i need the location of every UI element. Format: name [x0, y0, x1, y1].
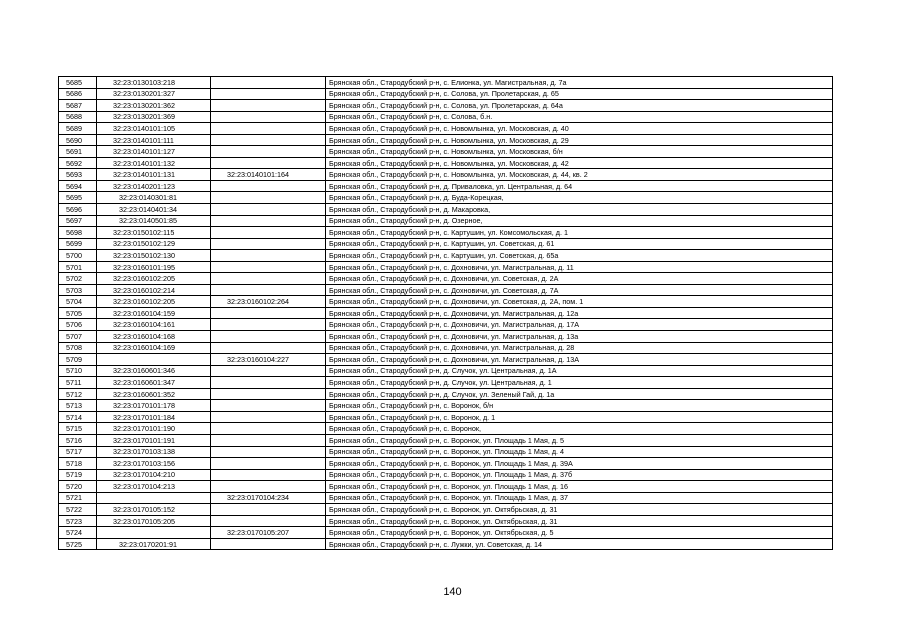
table-row [59, 342, 833, 354]
table-row [59, 527, 833, 539]
row-number-cell: 5705 [59, 307, 97, 319]
linked-cadastral-number-cell [211, 538, 326, 550]
table-row [59, 538, 833, 550]
linked-cadastral-number-cell [211, 100, 326, 112]
address-cell: Брянская обл., Стародубский р-н, с. Картушин, ул. Советская, д. 65а [326, 250, 833, 262]
address-cell: Брянская обл., Стародубский р-н, д. Макаровка, [326, 204, 833, 216]
row-number-cell: 5697 [59, 215, 97, 227]
linked-cadastral-number-cell [211, 377, 326, 389]
linked-cadastral-number-cell [211, 88, 326, 100]
address-cell: Брянская обл., Стародубский р-н, д. Случок, ул. Зеленый Гай, д. 1а [326, 388, 833, 400]
linked-cadastral-number-cell [211, 77, 326, 89]
row-number-cell: 5694 [59, 180, 97, 192]
row-number-cell: 5723 [59, 515, 97, 527]
linked-cadastral-number-cell [211, 319, 326, 331]
linked-cadastral-number-cell [211, 146, 326, 158]
row-number-cell: 5690 [59, 134, 97, 146]
table-row [59, 469, 833, 481]
address-cell: Брянская обл., Стародубский р-н, с. Воронок, [326, 423, 833, 435]
linked-cadastral-number-cell [211, 469, 326, 481]
row-number-cell: 5700 [59, 250, 97, 262]
linked-cadastral-number-cell [211, 238, 326, 250]
row-number-cell: 5702 [59, 273, 97, 285]
linked-cadastral-number-cell [211, 180, 326, 192]
table-row [59, 157, 833, 169]
row-number-cell: 5693 [59, 169, 97, 181]
linked-cadastral-number-cell [211, 261, 326, 273]
linked-cadastral-number-cell [211, 411, 326, 423]
address-cell: Брянская обл., Стародубский р-н, с. Дохновичи, ул. Магистральная, д. 12а [326, 307, 833, 319]
cadastral-number-cell: 32:23:0160104:169 [97, 342, 211, 354]
address-cell: Брянская обл., Стародубский р-н, с. Воронок, ул. Октябрьская, д. 31 [326, 504, 833, 516]
table-row [59, 169, 833, 181]
linked-cadastral-number-cell [211, 134, 326, 146]
linked-cadastral-number-cell [211, 307, 326, 319]
address-cell: Брянская обл., Стародубский р-н, с. Воронок, ул. Октябрьская, д. 5 [326, 527, 833, 539]
cadastral-number-cell: 32:23:0160102:205 [97, 273, 211, 285]
linked-cadastral-number-cell [211, 123, 326, 135]
table-row [59, 180, 833, 192]
table-row [59, 250, 833, 262]
cadastral-number-cell: 32:23:0170101:190 [97, 423, 211, 435]
address-cell: Брянская обл., Стародубский р-н, с. Воронок, ул. Площадь 1 Мая, д. 4 [326, 446, 833, 458]
row-number-cell: 5707 [59, 331, 97, 343]
linked-cadastral-number-cell [211, 273, 326, 285]
linked-cadastral-number-cell: 32:23:0160104:227 [211, 354, 326, 366]
table-row [59, 481, 833, 493]
cadastral-number-cell: 32:23:0140101:105 [97, 123, 211, 135]
page-number: 140 [443, 586, 462, 598]
cadastral-number-cell: 32:23:0130201:362 [97, 100, 211, 112]
table-row [59, 238, 833, 250]
row-number-cell: 5696 [59, 204, 97, 216]
linked-cadastral-number-cell [211, 446, 326, 458]
address-cell: Брянская обл., Стародубский р-н, с. Лужки, ул. Советская, д. 14 [326, 538, 833, 550]
cadastral-number-cell: 32:23:0160102:205 [97, 296, 211, 308]
cadastral-number-cell: 32:23:0140101:131 [97, 169, 211, 181]
cadastral-number-cell: 32:23:0160104:159 [97, 307, 211, 319]
linked-cadastral-number-cell [211, 157, 326, 169]
row-number-cell: 5718 [59, 458, 97, 470]
row-number-cell: 5717 [59, 446, 97, 458]
row-number-cell: 5692 [59, 157, 97, 169]
table-row [59, 515, 833, 527]
address-cell: Брянская обл., Стародубский р-н, с. Дохновичи, ул. Магистральная, д. 11 [326, 261, 833, 273]
table-row [59, 77, 833, 89]
address-cell: Брянская обл., Стародубский р-н, с. Новомлынка, ул. Московская, д. 44, кв. 2 [326, 169, 833, 181]
table-row [59, 434, 833, 446]
table-row [59, 400, 833, 412]
table-row [59, 284, 833, 296]
address-cell: Брянская обл., Стародубский р-н, с. Воронок, б/н [326, 400, 833, 412]
cadastral-number-cell: 32:23:0160104:168 [97, 331, 211, 343]
row-number-cell: 5699 [59, 238, 97, 250]
cadastral-number-cell [97, 492, 211, 504]
address-cell: Брянская обл., Стародубский р-н, с. Дохновичи, ул. Советская, д. 7А [326, 284, 833, 296]
address-cell: Брянская обл., Стародубский р-н, с. Елионка, ул. Магистральная, д. 7а [326, 77, 833, 89]
cadastral-number-cell: 32:23:0140101:132 [97, 157, 211, 169]
address-cell: Брянская обл., Стародубский р-н, с. Солова, ул. Пролетарская, д. 64а [326, 100, 833, 112]
row-number-cell: 5713 [59, 400, 97, 412]
linked-cadastral-number-cell [211, 434, 326, 446]
cadastral-number-cell: 32:23:0150102:115 [97, 227, 211, 239]
cadastral-number-cell: 32:23:0130201:327 [97, 88, 211, 100]
cadastral-number-cell: 32:23:0160601:352 [97, 388, 211, 400]
table-row [59, 88, 833, 100]
address-cell: Брянская обл., Стародубский р-н, с. Новомлынка, ул. Московская, д. 40 [326, 123, 833, 135]
linked-cadastral-number-cell [211, 504, 326, 516]
cadastral-number-cell: 32:23:0170104:210 [97, 469, 211, 481]
cadastral-number-cell: 32:23:0170104:213 [97, 481, 211, 493]
table-row [59, 411, 833, 423]
row-number-cell: 5698 [59, 227, 97, 239]
linked-cadastral-number-cell [211, 204, 326, 216]
row-number-cell: 5720 [59, 481, 97, 493]
linked-cadastral-number-cell [211, 331, 326, 343]
row-number-cell: 5719 [59, 469, 97, 481]
address-cell: Брянская обл., Стародубский р-н, с. Дохновичи, ул. Магистральная, д. 17А [326, 319, 833, 331]
cadastral-number-cell: 32:23:0140101:111 [97, 134, 211, 146]
row-number-cell: 5725 [59, 538, 97, 550]
cadastral-number-cell: 32:23:0150102:130 [97, 250, 211, 262]
address-cell: Брянская обл., Стародубский р-н, с. Картушин, ул. Советская, д. 61 [326, 238, 833, 250]
row-number-cell: 5721 [59, 492, 97, 504]
address-cell: Брянская обл., Стародубский р-н, с. Дохновичи, ул. Магистральная, д. 13А [326, 354, 833, 366]
cadastral-number-cell: 32:23:0150102:129 [97, 238, 211, 250]
cadastral-number-cell: 32:23:0130103:218 [97, 77, 211, 89]
linked-cadastral-number-cell [211, 365, 326, 377]
table-row [59, 146, 833, 158]
table-row [59, 365, 833, 377]
table-row [59, 377, 833, 389]
cadastral-number-cell: 32:23:0170103:138 [97, 446, 211, 458]
table-row [59, 307, 833, 319]
cadastral-number-cell: 32:23:0140301:81 [97, 192, 211, 204]
cadastral-number-cell: 32:23:0160104:161 [97, 319, 211, 331]
table-row [59, 192, 833, 204]
table-row [59, 261, 833, 273]
cadastral-number-cell: 32:23:0170105:152 [97, 504, 211, 516]
cadastral-number-cell [97, 527, 211, 539]
linked-cadastral-number-cell [211, 423, 326, 435]
linked-cadastral-number-cell [211, 515, 326, 527]
cadastral-number-cell: 32:23:0170103:156 [97, 458, 211, 470]
table-row [59, 204, 833, 216]
linked-cadastral-number-cell [211, 284, 326, 296]
table-row [59, 504, 833, 516]
address-cell: Брянская обл., Стародубский р-н, д. Случок, ул. Центральная, д. 1 [326, 377, 833, 389]
address-cell: Брянская обл., Стародубский р-н, с. Новомлынка, ул. Московская, б/н [326, 146, 833, 158]
linked-cadastral-number-cell [211, 458, 326, 470]
row-number-cell: 5716 [59, 434, 97, 446]
linked-cadastral-number-cell [211, 215, 326, 227]
address-cell: Брянская обл., Стародубский р-н, с. Воронок, ул. Площадь 1 Мая, д. 5 [326, 434, 833, 446]
address-cell: Брянская обл., Стародубский р-н, с. Картушин, ул. Комсомольская, д. 1 [326, 227, 833, 239]
linked-cadastral-number-cell [211, 400, 326, 412]
linked-cadastral-number-cell [211, 342, 326, 354]
address-cell: Брянская обл., Стародубский р-н, с. Солова, б.н. [326, 111, 833, 123]
address-cell: Брянская обл., Стародубский р-н, д. Озерное, [326, 215, 833, 227]
cadastral-number-cell [97, 354, 211, 366]
table-row [59, 100, 833, 112]
row-number-cell: 5714 [59, 411, 97, 423]
row-number-cell: 5711 [59, 377, 97, 389]
linked-cadastral-number-cell: 32:23:0140101:164 [211, 169, 326, 181]
address-cell: Брянская обл., Стародубский р-н, с. Дохновичи, ул. Советская, д. 2А, пом. 1 [326, 296, 833, 308]
cadastral-number-cell: 32:23:0170101:178 [97, 400, 211, 412]
cadastral-number-cell: 32:23:0160601:347 [97, 377, 211, 389]
row-number-cell: 5685 [59, 77, 97, 89]
row-number-cell: 5708 [59, 342, 97, 354]
cadastral-number-cell: 32:23:0160102:214 [97, 284, 211, 296]
table-body [59, 77, 833, 550]
cadastral-number-cell: 32:23:0160101:195 [97, 261, 211, 273]
address-cell: Брянская обл., Стародубский р-н, д. Приваловка, ул. Центральная, д. 64 [326, 180, 833, 192]
table-row [59, 319, 833, 331]
row-number-cell: 5686 [59, 88, 97, 100]
row-number-cell: 5703 [59, 284, 97, 296]
address-cell: Брянская обл., Стародубский р-н, с. Дохновичи, ул. Магистральная, д. 28 [326, 342, 833, 354]
table-row [59, 423, 833, 435]
address-cell: Брянская обл., Стародубский р-н, с. Воронок, ул. Площадь 1 Мая, д. 16 [326, 481, 833, 493]
row-number-cell: 5706 [59, 319, 97, 331]
table-row [59, 331, 833, 343]
table-row [59, 354, 833, 366]
table-row [59, 134, 833, 146]
linked-cadastral-number-cell [211, 250, 326, 262]
row-number-cell: 5691 [59, 146, 97, 158]
linked-cadastral-number-cell: 32:23:0170105:207 [211, 527, 326, 539]
address-cell: Брянская обл., Стародубский р-н, с. Воронок, д. 1 [326, 411, 833, 423]
row-number-cell: 5722 [59, 504, 97, 516]
linked-cadastral-number-cell: 32:23:0170104:234 [211, 492, 326, 504]
row-number-cell: 5701 [59, 261, 97, 273]
linked-cadastral-number-cell: 32:23:0160102:264 [211, 296, 326, 308]
address-cell: Брянская обл., Стародубский р-н, с. Воронок, ул. Площадь 1 Мая, д. 37 [326, 492, 833, 504]
cadastral-number-cell: 32:23:0130201:369 [97, 111, 211, 123]
row-number-cell: 5710 [59, 365, 97, 377]
address-cell: Брянская обл., Стародубский р-н, д. Буда-Корецкая, [326, 192, 833, 204]
property-table [58, 76, 833, 550]
linked-cadastral-number-cell [211, 192, 326, 204]
address-cell: Брянская обл., Стародубский р-н, с. Новомлынка, ул. Московская, д. 42 [326, 157, 833, 169]
cadastral-number-cell: 32:23:0140201:123 [97, 180, 211, 192]
table-row [59, 227, 833, 239]
cadastral-number-cell: 32:23:0160601:346 [97, 365, 211, 377]
linked-cadastral-number-cell [211, 227, 326, 239]
cadastral-number-cell: 32:23:0170201:91 [97, 538, 211, 550]
row-number-cell: 5715 [59, 423, 97, 435]
cadastral-number-cell: 32:23:0170101:191 [97, 434, 211, 446]
address-cell: Брянская обл., Стародубский р-н, с. Дохновичи, ул. Советская, д. 2А [326, 273, 833, 285]
row-number-cell: 5724 [59, 527, 97, 539]
table-row [59, 388, 833, 400]
table-row [59, 273, 833, 285]
address-cell: Брянская обл., Стародубский р-н, с. Новомлынка, ул. Московская, д. 29 [326, 134, 833, 146]
linked-cadastral-number-cell [211, 111, 326, 123]
row-number-cell: 5704 [59, 296, 97, 308]
cadastral-number-cell: 32:23:0140401:34 [97, 204, 211, 216]
table-row [59, 215, 833, 227]
table-row [59, 446, 833, 458]
row-number-cell: 5709 [59, 354, 97, 366]
linked-cadastral-number-cell [211, 388, 326, 400]
table-row [59, 458, 833, 470]
address-cell: Брянская обл., Стародубский р-н, с. Воронок, ул. Площадь 1 Мая, д. 37б [326, 469, 833, 481]
cadastral-number-cell: 32:23:0170105:205 [97, 515, 211, 527]
row-number-cell: 5712 [59, 388, 97, 400]
address-cell: Брянская обл., Стародубский р-н, с. Воронок, ул. Площадь 1 Мая, д. 39А [326, 458, 833, 470]
cadastral-number-cell: 32:23:0170101:184 [97, 411, 211, 423]
row-number-cell: 5695 [59, 192, 97, 204]
row-number-cell: 5687 [59, 100, 97, 112]
linked-cadastral-number-cell [211, 481, 326, 493]
address-cell: Брянская обл., Стародубский р-н, с. Дохновичи, ул. Магистральная, д. 13а [326, 331, 833, 343]
row-number-cell: 5689 [59, 123, 97, 135]
cadastral-number-cell: 32:23:0140501:85 [97, 215, 211, 227]
address-cell: Брянская обл., Стародубский р-н, с. Солова, ул. Пролетарская, д. 65 [326, 88, 833, 100]
address-cell: Брянская обл., Стародубский р-н, д. Случок, ул. Центральная, д. 1А [326, 365, 833, 377]
row-number-cell: 5688 [59, 111, 97, 123]
table-row [59, 296, 833, 308]
table-row [59, 123, 833, 135]
cadastral-number-cell: 32:23:0140101:127 [97, 146, 211, 158]
address-cell: Брянская обл., Стародубский р-н, с. Воронок, ул. Октябрьская, д. 31 [326, 515, 833, 527]
table-row [59, 111, 833, 123]
table-row [59, 492, 833, 504]
